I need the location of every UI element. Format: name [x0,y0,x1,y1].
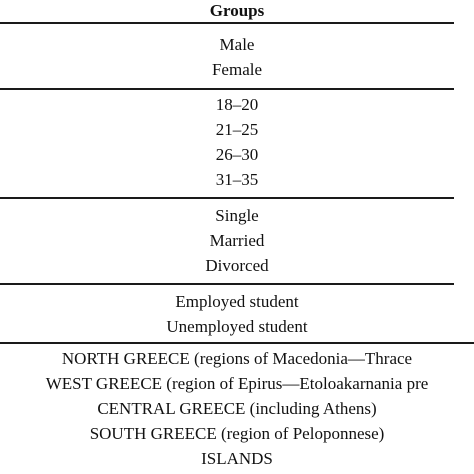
age-group [0,92,474,192]
cell-single: Single [215,206,259,225]
cell-married: Married [209,231,265,250]
cell-age-18-20: 18–20 [215,95,259,114]
cell-south-greece: SOUTH GREECE (region of Peloponnese) [89,424,385,443]
cell-employed-student: Employed student [175,292,299,311]
cell-islands: ISLANDS [201,449,273,468]
cell-north-greece: NORTH GREECE (regions of Macedonia—Thrace [61,349,413,368]
cell-age-26-30: 26–30 [215,145,259,164]
cell-age-31-35: 31–35 [215,170,259,189]
group-divider [0,88,454,90]
region-group [0,346,474,471]
header-rule [0,22,454,24]
employment-group [0,289,474,339]
cell-divorced: Divorced [205,256,269,275]
cell-male: Male [219,35,255,54]
cell-female: Female [211,60,263,79]
group-divider [0,197,454,199]
cell-west-greece: WEST GREECE (region of Epirus—Etoloakarnania pre [45,374,429,393]
group-divider [0,283,454,285]
cell-age-21-25: 21–25 [215,120,259,139]
cell-unemployed-student: Unemployed student [166,317,308,336]
cell-central-greece: CENTRAL GREECE (including Athens) [97,399,377,418]
group-divider [0,342,474,344]
gender-group [0,32,474,82]
marital-status-group [0,203,474,278]
column-header-groups: Groups [209,1,265,20]
